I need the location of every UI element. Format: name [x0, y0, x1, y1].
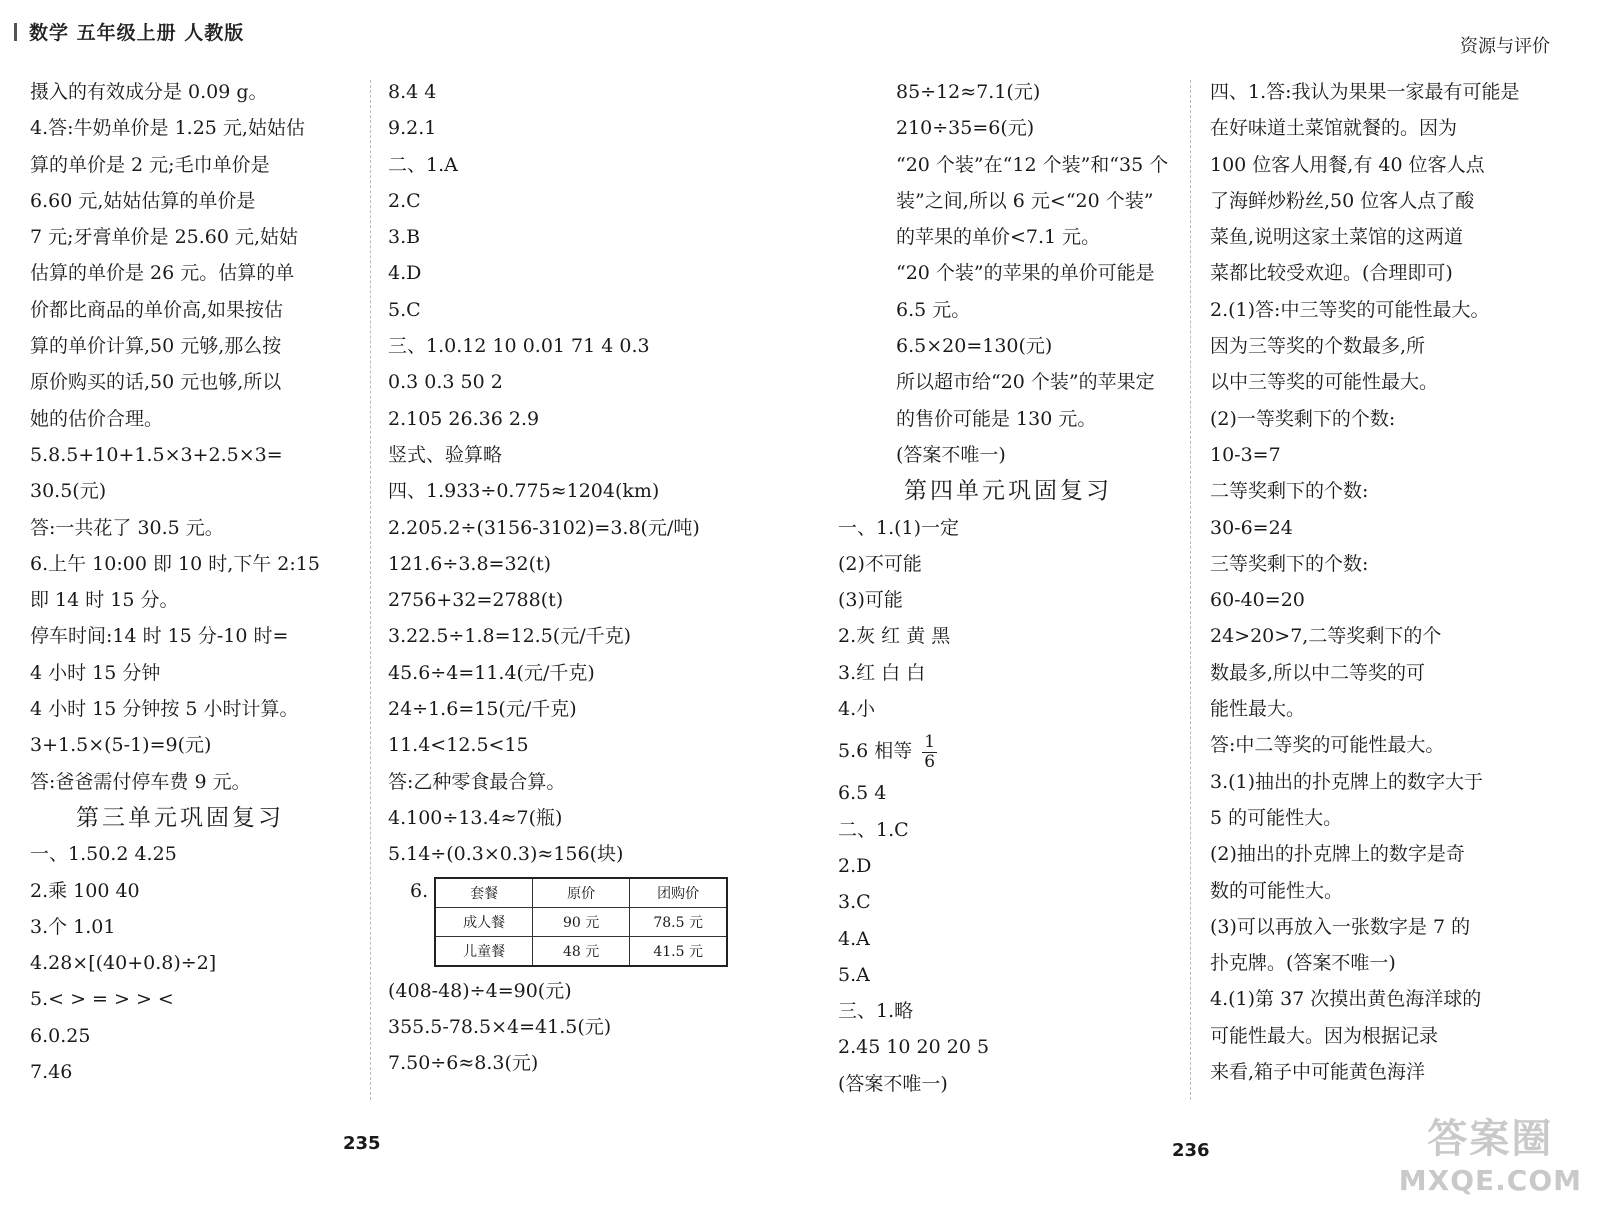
text-line: 5 的可能性大。	[1210, 806, 1343, 829]
text-line: 24>20>7,二等奖剩下的个	[1210, 625, 1442, 648]
text-line: 答:中二等奖的可能性最大。	[1210, 734, 1445, 757]
text-line: 的苹果的单价<7.1 元。	[896, 226, 1101, 249]
text-line: 答:乙种零食最合算。	[388, 770, 566, 793]
text-line: 4 小时 15 分钟	[30, 661, 161, 684]
watermark-url: MXQE.COM	[1398, 1164, 1582, 1197]
fraction-numerator: 1	[924, 731, 936, 752]
text-line: 4.答:牛奶单价是 1.25 元,姑姑估	[30, 117, 305, 140]
text-line: 四、1.答:我认为果果一家最有可能是	[1210, 81, 1520, 103]
text-line: 2.45 10 20 20 5	[838, 1036, 990, 1059]
table-header-row	[435, 878, 727, 908]
running-header-right: 资源与评价	[1460, 36, 1550, 57]
text-line: 2.(1)答:中三等奖的可能性最大。	[1210, 298, 1490, 321]
table-cell: 78.5 元	[630, 907, 728, 936]
text-line: 7.50÷6≈8.3(元)	[388, 1052, 539, 1075]
column-3	[838, 74, 1168, 1102]
text-line: 2.D	[838, 854, 872, 877]
text-line: 100 位客人用餐,有 40 位客人点	[1210, 153, 1485, 176]
text-line: 355.5-78.5×4=41.5(元)	[388, 1015, 612, 1038]
watermark-logo: 答案圈	[1427, 1116, 1554, 1162]
text-line: 停车时间:14 时 15 分-10 时=	[30, 625, 289, 648]
text-line: 3.22.5÷1.8=12.5(元/千克)	[388, 625, 632, 648]
text-line: 算的单价计算,50 元够,那么按	[30, 335, 282, 358]
text-line: 3+1.5×(5-1)=9(元)	[30, 734, 212, 757]
text-line: 来看,箱子中可能黄色海洋	[1210, 1061, 1426, 1084]
table-cell: 成人餐	[435, 907, 533, 936]
text-line: 6.5×20=130(元)	[896, 335, 1053, 358]
text-line: 一、1.50.2 4.25	[30, 843, 177, 866]
text-line: 4.(1)第 37 次摸出黄色海洋球的	[1210, 988, 1482, 1011]
text-line: 摄入的有效成分是 0.09 g。	[30, 81, 268, 103]
section-title-unit3: 第三单元巩固复习	[76, 804, 284, 831]
text-line: 24÷1.6=15(元/千克)	[388, 698, 577, 721]
text-line: 了海鲜炒粉丝,50 位客人点了酸	[1210, 189, 1475, 212]
page-number-left: 235	[343, 1133, 381, 1154]
table-row	[435, 907, 727, 936]
table-header-cell: 套餐	[435, 878, 533, 908]
text-line: 答:一共花了 30.5 元。	[30, 516, 224, 539]
column-2-lines	[388, 74, 728, 873]
column-3b-lines	[838, 510, 1168, 728]
column-3-lines	[896, 74, 1168, 473]
text-line: 价都比商品的单价高,如果按估	[30, 298, 284, 321]
text-line: 的售价可能是 130 元。	[896, 407, 1097, 430]
price-table-block	[388, 873, 728, 973]
section-title-unit4: 第四单元巩固复习	[904, 478, 1112, 505]
text-line: 4.小	[838, 698, 876, 721]
header-bar	[14, 23, 17, 41]
text-line: 10-3=7	[1210, 443, 1281, 466]
text-line: 扑克牌。(答案不唯一)	[1210, 952, 1396, 975]
column-4-lines	[1210, 74, 1520, 1090]
table-cell: 儿童餐	[435, 936, 533, 966]
text-line: (408-48)÷4=90(元)	[388, 979, 572, 1002]
column-4	[1210, 74, 1520, 1090]
text-line: 6.0.25	[30, 1024, 91, 1047]
text-line: 原价购买的话,50 元也够,所以	[30, 371, 282, 394]
text-line: (3)可以再放入一张数字是 7 的	[1210, 915, 1471, 938]
column-1-lines	[30, 74, 320, 800]
text-line: 4.28×[(40+0.8)÷2]	[30, 952, 217, 975]
text-line: (答案不唯一)	[896, 443, 1006, 466]
text-line: 2.205.2÷(3156-3102)=3.8(元/吨)	[388, 516, 700, 539]
text-line: 5.8.5+10+1.5×3+2.5×3=	[30, 443, 283, 466]
text-line: 三、1.0.12 10 0.01 71 4 0.3	[388, 335, 650, 358]
text-line: 7 元;牙膏单价是 25.60 元,姑姑	[30, 226, 299, 249]
column-3c-lines	[838, 775, 1168, 1102]
item-5-line	[838, 727, 1168, 775]
text-line: 4.100÷13.4≈7(瓶)	[388, 806, 563, 829]
text-line: 2.灰 红 黄 黑	[838, 625, 951, 648]
fraction-denominator: 6	[924, 751, 936, 772]
text-line: 6.60 元,姑姑估算的单价是	[30, 189, 256, 212]
text-line: 45.6÷4=11.4(元/千克)	[388, 661, 595, 684]
text-line: 5.A	[838, 963, 870, 986]
text-line: 菜都比较受欢迎。(合理即可)	[1210, 262, 1453, 285]
text-line: 竖式、验算略	[388, 443, 503, 466]
page-number-right: 236	[1172, 1140, 1210, 1161]
text-line: 数的可能性大。	[1210, 879, 1344, 902]
text-line: 7.46	[30, 1061, 73, 1084]
text-line: 9.2.1	[388, 117, 437, 140]
text-line: 二、1.A	[388, 153, 458, 176]
table-header-cell: 原价	[533, 878, 630, 908]
column-1	[30, 74, 320, 1090]
column-divider-right	[1190, 80, 1191, 1100]
table-row	[435, 936, 727, 966]
price-table	[434, 877, 728, 967]
table-cell: 48 元	[533, 936, 630, 966]
text-line: 6.5 元。	[896, 298, 971, 321]
text-line: 数最多,所以中二等奖的可	[1210, 661, 1426, 684]
text-line: (2)一等奖剩下的个数:	[1210, 407, 1396, 430]
text-line: 30-6=24	[1210, 516, 1293, 539]
text-line: 4 小时 15 分钟按 5 小时计算。	[30, 698, 299, 721]
text-line: 三、1.略	[838, 1000, 914, 1023]
text-line: 3.(1)抽出的扑克牌上的数字大于	[1210, 770, 1484, 793]
text-line: 2756+32=2788(t)	[388, 589, 564, 612]
text-line: 121.6÷3.8=32(t)	[388, 552, 552, 575]
table-cell: 41.5 元	[630, 936, 728, 966]
text-line: 3.个 1.01	[30, 915, 116, 938]
text-line: 6.5 4	[838, 782, 887, 805]
text-line: 11.4<12.5<15	[388, 734, 529, 757]
watermark	[1399, 1107, 1582, 1197]
text-line: 能性最大。	[1210, 698, 1306, 721]
text-line: 即 14 时 15 分。	[30, 589, 179, 612]
text-line: 因为三等奖的个数最多,所	[1210, 335, 1426, 358]
text-line: 所以超市给“20 个装”的苹果定	[896, 371, 1155, 394]
text-line: 5.< > = > > <	[30, 988, 174, 1011]
column-1b-lines	[30, 836, 320, 1090]
text-line: (3)可能	[838, 589, 903, 612]
text-line: 四、1.933÷0.775≈1204(km)	[388, 480, 660, 503]
text-line: (2)不可能	[838, 552, 922, 575]
column-2b-lines	[388, 973, 728, 1082]
text-line: 在好味道土菜馆就餐的。因为	[1210, 117, 1458, 140]
text-line: 菜鱼,说明这家土菜馆的这两道	[1210, 226, 1464, 249]
text-line: 答:爸爸需付停车费 9 元。	[30, 770, 251, 793]
text-line: 二、1.C	[838, 818, 909, 841]
text-line: 2.C	[388, 189, 421, 212]
text-line: 8.4 4	[388, 81, 437, 103]
column-2	[388, 74, 728, 1081]
running-header-left	[14, 18, 244, 45]
text-line: 二等奖剩下的个数:	[1210, 480, 1369, 503]
table-cell: 90 元	[533, 907, 630, 936]
header-left-text: 数学 五年级上册 人教版	[29, 22, 245, 44]
table-header-cell: 团购价	[630, 878, 728, 908]
text-line: 2.105 26.36 2.9	[388, 407, 540, 430]
text-line: 算的单价是 2 元;毛巾单价是	[30, 153, 270, 176]
text-line: 6.上午 10:00 即 10 时,下午 2:15	[30, 552, 320, 575]
text-line: “20 个装”在“12 个装”和“35 个	[896, 153, 1169, 176]
text-line: 3.B	[388, 226, 421, 249]
text-line: 30.5(元)	[30, 480, 107, 503]
text-line: 3.C	[838, 891, 871, 914]
text-line: 三等奖剩下的个数:	[1210, 552, 1369, 575]
text-line: 以中三等奖的可能性最大。	[1210, 371, 1439, 394]
text-line: 60-40=20	[1210, 589, 1305, 612]
text-line: 4.D	[388, 262, 422, 285]
text-line: 5.C	[388, 298, 421, 321]
text-line: 5.14÷(0.3×0.3)≈156(块)	[388, 843, 624, 866]
item-5-text: 5.6 相等	[838, 740, 913, 763]
text-line: (2)抽出的扑克牌上的数字是奇	[1210, 843, 1465, 866]
text-line: 可能性最大。因为根据记录	[1210, 1024, 1439, 1047]
table-label: 6.	[410, 879, 429, 902]
text-line: 210÷35=6(元)	[896, 117, 1035, 140]
text-line: 估算的单价是 26 元。估算的单	[30, 262, 295, 285]
text-line: 2.乘 100 40	[30, 879, 140, 902]
text-line: 她的估价合理。	[30, 407, 164, 430]
text-line: 4.A	[838, 927, 870, 950]
text-line: 装”之间,所以 6 元<“20 个装”	[896, 189, 1154, 212]
text-line: 3.红 白 白	[838, 661, 926, 684]
text-line: (答案不唯一)	[838, 1072, 948, 1095]
text-line: 一、1.(1)一定	[838, 516, 960, 539]
fraction	[922, 733, 937, 772]
text-line: 0.3 0.3 50 2	[388, 371, 503, 394]
column-divider	[370, 80, 371, 1100]
text-line: “20 个装”的苹果的单价可能是	[896, 262, 1155, 285]
text-line: 85÷12≈7.1(元)	[896, 81, 1041, 103]
